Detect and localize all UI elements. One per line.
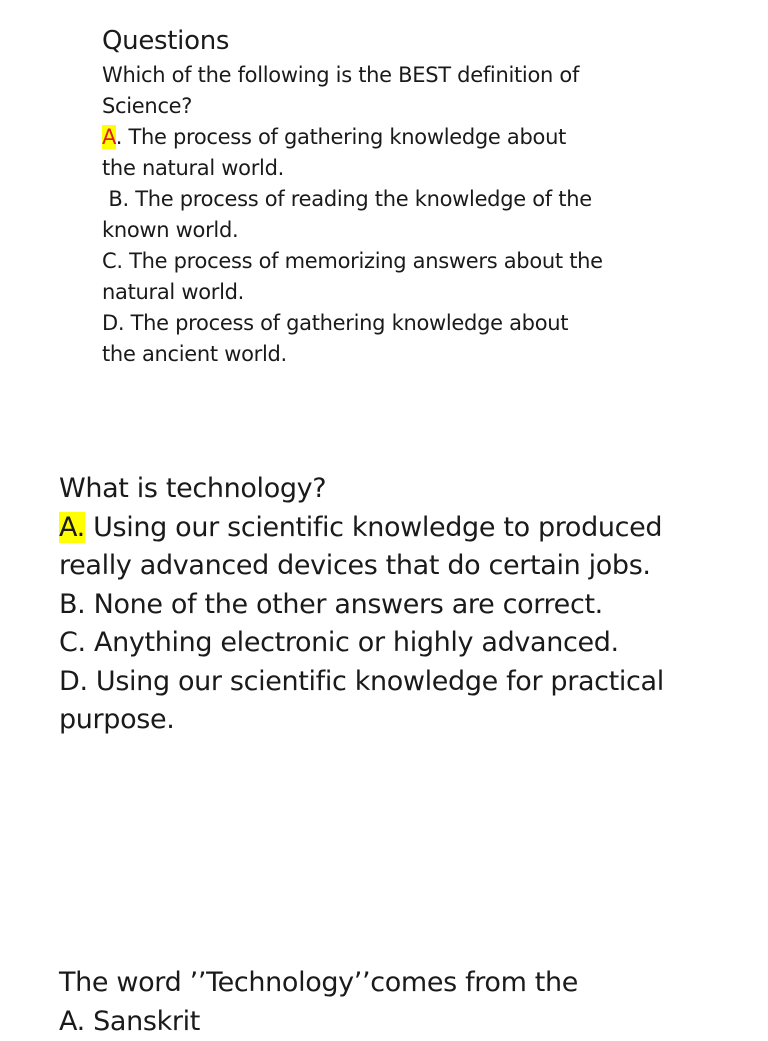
option-a-line-2: really advanced devices that do certain jobs.	[59, 547, 664, 586]
question-1-text-line-2: Science?	[102, 91, 603, 122]
question-1-text-line-1: Which of the following is the BEST definition of	[102, 60, 603, 91]
questions-heading: Questions	[102, 22, 603, 60]
question-2-text: What is technology?	[59, 470, 664, 509]
option-a	[59, 509, 664, 548]
option-d: D. Using our scientific knowledge for practical	[59, 663, 664, 702]
option-c-line-2: natural world.	[102, 277, 603, 308]
option-a: A. Sanskrit	[59, 1003, 578, 1041]
option-d-line-2: purpose.	[59, 701, 664, 740]
question-3-text: The word ’’Technology’’comes from the	[59, 964, 578, 1003]
option-a-line-2: the natural world.	[102, 153, 603, 184]
question-1	[102, 22, 603, 370]
option-a-text: Using our scientific knowledge to produced	[85, 512, 662, 543]
question-3	[59, 964, 578, 1041]
option-a-letter-highlight: A	[102, 125, 116, 149]
option-c: C. The process of memorizing answers about the	[102, 246, 603, 277]
option-a-letter-highlight: A.	[59, 512, 85, 543]
option-c: C. Anything electronic or highly advanced.	[59, 624, 664, 663]
option-d: D. The process of gathering knowledge about	[102, 308, 603, 339]
option-d-line-2: the ancient world.	[102, 339, 603, 370]
option-b-line-2: known world.	[102, 215, 603, 246]
option-a	[102, 122, 603, 153]
option-b: B. None of the other answers are correct.	[59, 586, 664, 625]
option-a-text: . The process of gathering knowledge about	[116, 125, 566, 149]
option-b: B. The process of reading the knowledge of the	[102, 184, 603, 215]
question-2	[59, 470, 664, 740]
